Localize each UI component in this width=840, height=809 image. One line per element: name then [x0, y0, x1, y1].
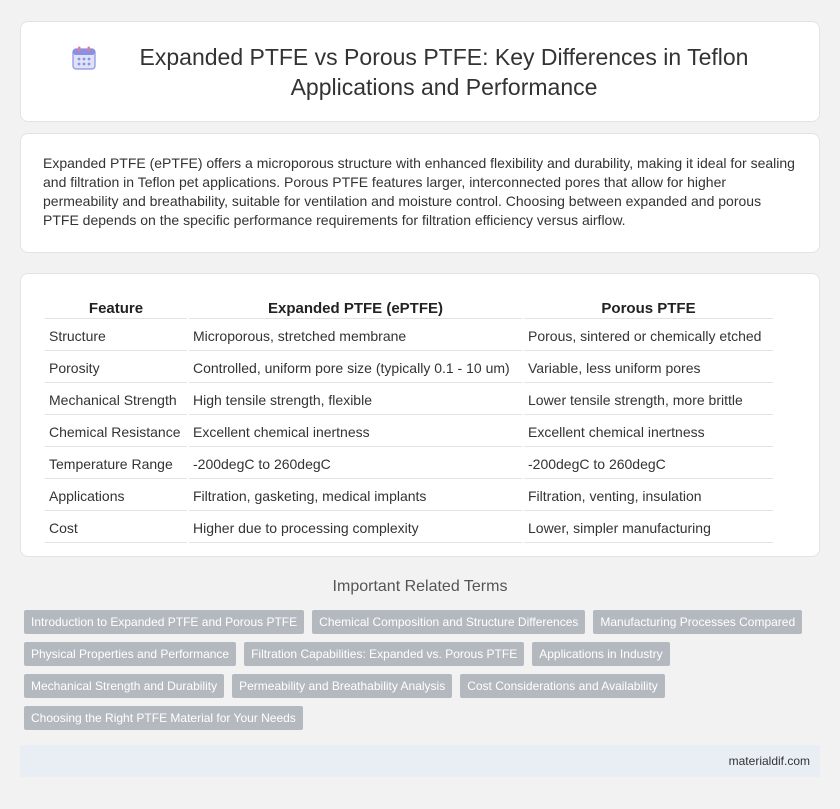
table-row [45, 449, 773, 479]
footer [20, 745, 820, 777]
table-cell: Mechanical Strength [45, 385, 187, 415]
column-header-feature: Feature [45, 297, 187, 319]
calendar-icon [71, 45, 97, 71]
comparison-table [43, 295, 775, 545]
intro-text: Expanded PTFE (ePTFE) offers a microporous structure with enhanced flexibility and durability, making it ideal for sealing and filtration in Teflon pet applications. Porous PTFE features larger, interconnected pores that allow for higher permeability and breathability, suitable for ventilation and moisture control. Choosing between expanded and porous PTFE depends on the specific performance requirements for filtration efficiency versus airflow. [43, 155, 795, 228]
table-row [45, 481, 773, 511]
related-term-tag[interactable]: Cost Considerations and Availability [460, 674, 665, 698]
table-row [45, 321, 773, 351]
table-cell: Excellent chemical inertness [524, 417, 773, 447]
related-term-tag[interactable]: Manufacturing Processes Compared [593, 610, 802, 634]
comparison-table-card [20, 273, 820, 557]
table-cell: Filtration, gasketing, medical implants [189, 481, 522, 511]
table-cell: Higher due to processing complexity [189, 513, 522, 543]
table-row [45, 353, 773, 383]
related-term-tag[interactable]: Filtration Capabilities: Expanded vs. Porous PTFE [244, 642, 524, 666]
table-cell: Porosity [45, 353, 187, 383]
table-cell: -200degC to 260degC [524, 449, 773, 479]
table-cell: Cost [45, 513, 187, 543]
title-wrap [71, 42, 769, 102]
table-cell: Filtration, venting, insulation [524, 481, 773, 511]
intro-card [20, 133, 820, 253]
related-term-tag[interactable]: Permeability and Breathability Analysis [232, 674, 452, 698]
table-cell: -200degC to 260degC [189, 449, 522, 479]
related-term-tag[interactable]: Physical Properties and Performance [24, 642, 236, 666]
table-cell: Chemical Resistance [45, 417, 187, 447]
table-header-row [45, 297, 773, 319]
related-terms-title: Important Related Terms [332, 578, 508, 595]
table-row [45, 513, 773, 543]
table-cell: Lower tensile strength, more brittle [524, 385, 773, 415]
table-cell: Temperature Range [45, 449, 187, 479]
related-term-tag[interactable]: Choosing the Right PTFE Material for Your Needs [24, 706, 303, 730]
table-cell: High tensile strength, flexible [189, 385, 522, 415]
table-cell: Excellent chemical inertness [189, 417, 522, 447]
table-cell: Structure [45, 321, 187, 351]
related-term-tag[interactable]: Applications in Industry [532, 642, 669, 666]
column-header-porous: Porous PTFE [524, 297, 773, 319]
related-term-tag[interactable]: Mechanical Strength and Durability [24, 674, 224, 698]
related-term-tag[interactable]: Chemical Composition and Structure Differences [312, 610, 585, 634]
related-term-tag[interactable]: Introduction to Expanded PTFE and Porous PTFE [24, 610, 304, 634]
table-cell: Variable, less uniform pores [524, 353, 773, 383]
table-cell: Controlled, uniform pore size (typically 0.1 - 10 um) [189, 353, 522, 383]
table-cell: Applications [45, 481, 187, 511]
column-header-eptfe: Expanded PTFE (ePTFE) [189, 297, 522, 319]
header-card [20, 21, 820, 122]
page-title: Expanded PTFE vs Porous PTFE: Key Differences in Teflon Applications and Performance [139, 43, 749, 100]
table-row [45, 417, 773, 447]
table-cell: Microporous, stretched membrane [189, 321, 522, 351]
footer-site-link[interactable]: materialdif.com [728, 754, 810, 768]
table-cell: Lower, simpler manufacturing [524, 513, 773, 543]
table-row [45, 385, 773, 415]
related-terms-list [24, 610, 824, 730]
table-cell: Porous, sintered or chemically etched [524, 321, 773, 351]
